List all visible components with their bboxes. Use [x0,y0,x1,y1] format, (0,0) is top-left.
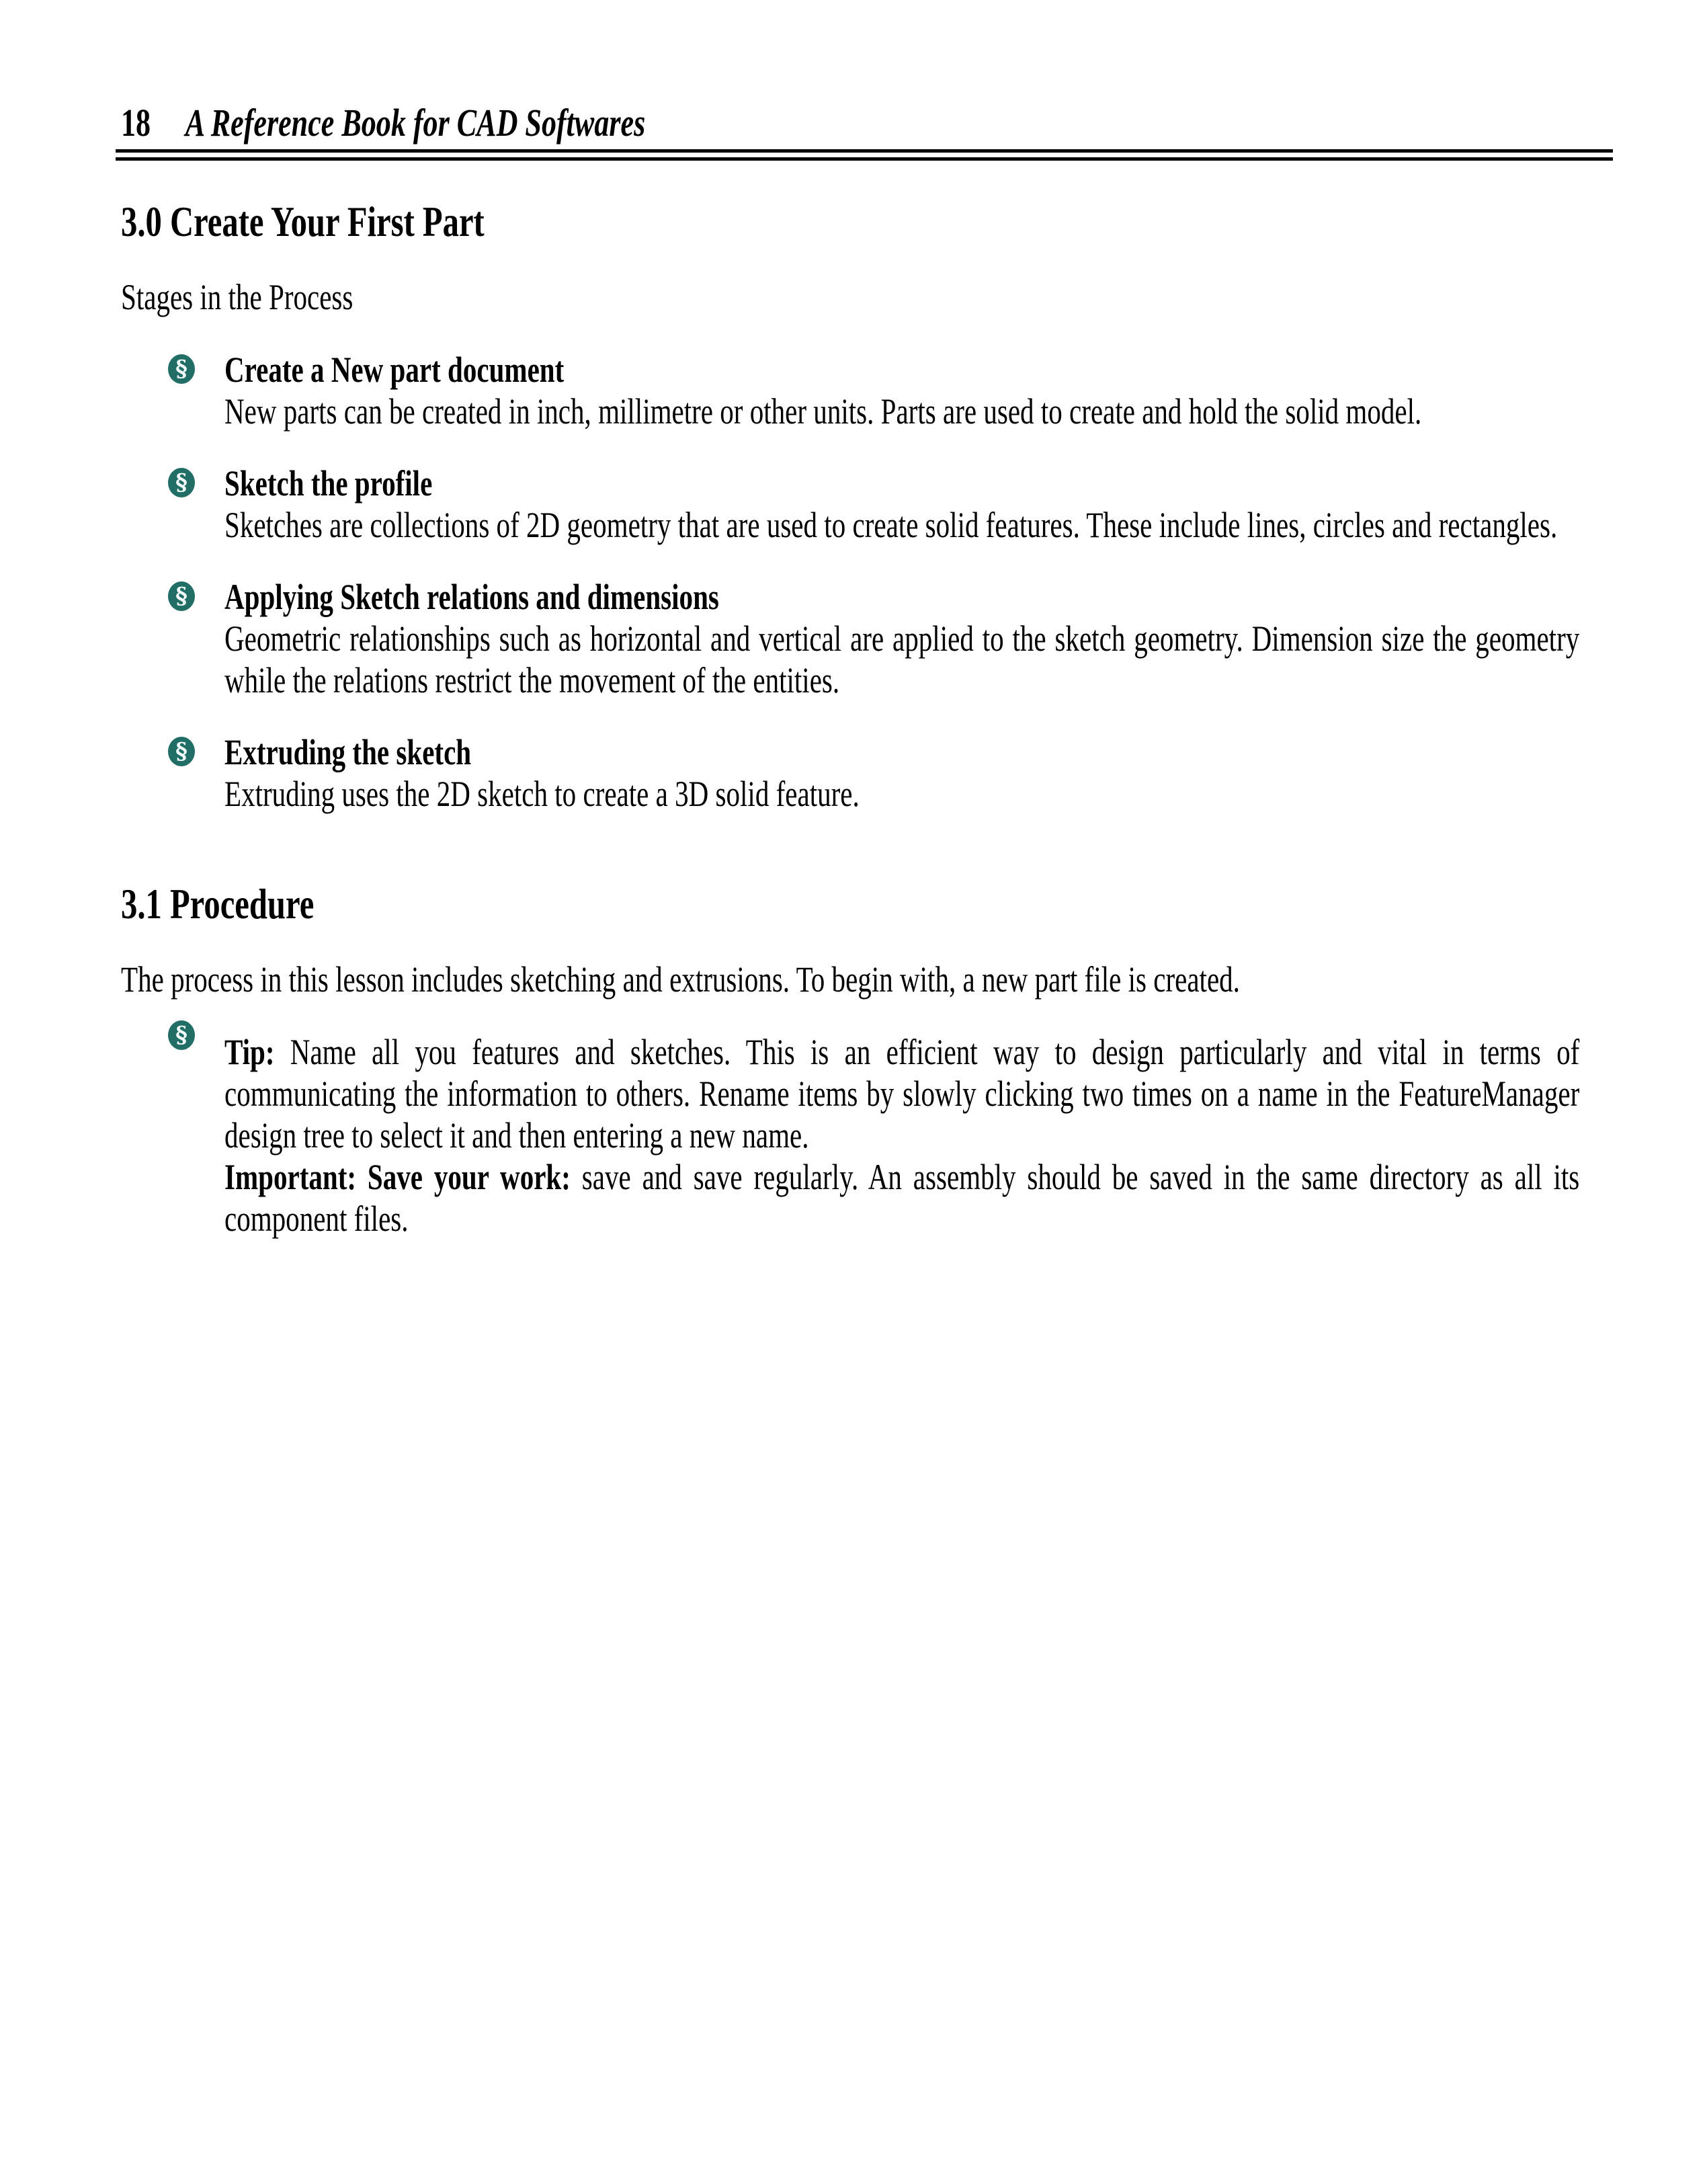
tip-paragraph [224,1031,1579,1156]
solidworks-icon [168,468,195,497]
stage-title: Extruding the sketch [224,732,472,772]
solidworks-icon-glyph: § [175,469,188,496]
procedure-title: 3.1 Procedure [121,880,315,928]
stage-text [224,731,1579,815]
tip-body: Name all you features and sketches. This is an efficient way to design particularly and vital in terms of communicating the information to others. Rename items by slowly clicking two times on a name in the FeatureManager design tree to select it and then entering a new name. [224,1032,1580,1156]
stage-item [175,349,1707,432]
solidworks-icon [168,1020,195,1050]
stage-body: Geometric relationships such as horizontal and vertical are applied to the sketch geometry. Dimension size the geometry while the relations restrict the movement of the entities. [224,618,1580,700]
stage-text [224,576,1579,701]
page-number: 18 [121,101,151,145]
stage-item [175,462,1707,546]
solidworks-icon-glyph: § [175,738,188,765]
stage-text [224,349,1579,432]
stage-list [121,349,1707,815]
book-title: A Reference Book for CAD Softwares [185,101,646,145]
important-label: Important: Save your work: [224,1157,571,1197]
tip-item [175,1022,1707,1240]
page-header [121,102,1579,144]
stage-title: Create a New part document [224,350,565,390]
stage-body: Extruding uses the 2D sketch to create a 3D solid feature. [224,774,860,814]
stage-title: Applying Sketch relations and dimensions [224,577,719,617]
important-body: save and save regularly. An assembly should be saved in the same directory as all its component files. [224,1157,1580,1239]
section-title: 3.0 Create Your First Part [121,198,485,245]
solidworks-icon [168,737,195,766]
tip-label: Tip: [224,1032,275,1072]
stage-item [175,731,1707,815]
stages-intro: Stages in the Process [121,277,353,317]
stage-item [175,576,1707,701]
solidworks-icon-glyph: § [175,1022,188,1049]
header-rule [116,149,1613,161]
solidworks-icon-glyph: § [175,583,188,610]
tip-text-block [224,1031,1579,1240]
stage-body: Sketches are collections of 2D geometry that are used to create solid features. These include lines, circles and rectangles. [224,505,1558,545]
solidworks-icon [168,354,195,384]
stage-body: New parts can be created in inch, millimetre or other units. Parts are used to create and hold the solid model. [224,391,1422,432]
stage-text [224,462,1579,546]
important-paragraph [224,1156,1579,1240]
stage-title: Sketch the profile [224,463,433,503]
solidworks-icon-glyph: § [175,356,188,382]
procedure-intro: The process in this lesson includes sketching and extrusions. To begin with, a new part file is created. [121,959,1240,1000]
solidworks-icon [168,581,195,611]
